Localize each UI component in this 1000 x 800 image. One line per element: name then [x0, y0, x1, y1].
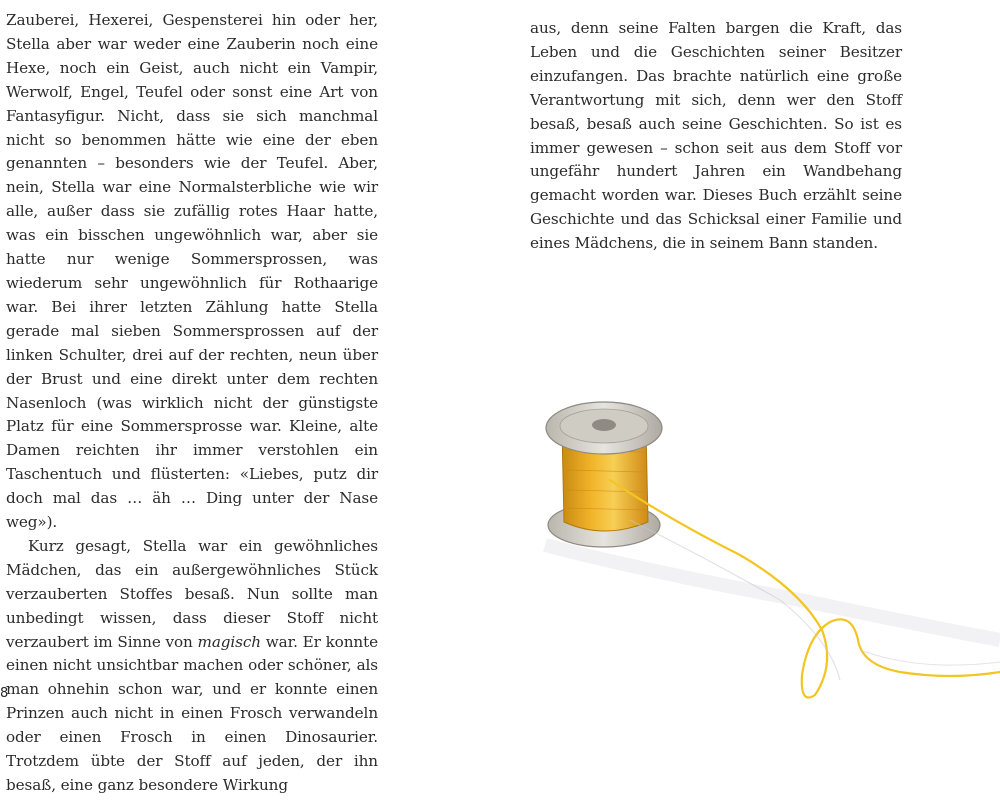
thread-spool-illustration [500, 0, 1000, 800]
thread-pencil-shadow-2 [860, 650, 1000, 665]
emphasis-text: magisch [197, 632, 261, 651]
right-page [500, 0, 1000, 800]
paragraph-text: war. Er konnte einen nicht unsichtbar machen oder schöner, als man ohnehin schon war, und er konnte einen Prinzen auch nicht in einen Frosch verwandeln oder einen Frosch in einen Dinosaurier. Trotzdem übte der Stoff auf jeden, der ihn besaß, eine ganz besondere Wirkung [6, 632, 378, 794]
page-number: 8 [0, 686, 9, 701]
paragraph [6, 535, 378, 798]
paragraph: aus, denn seine Falten bargen die Kraft, das Leben und die Geschichten seiner Besitzer einzufangen. Das brachte natürlich eine große Verantwortung mit sich, denn wer den Stoff besaß, besaß auch seine Geschichten. So ist es immer gewesen – schon seit aus dem Stoff vor ungefähr hundert Jahren ein Wandbehang gemacht worden war. Dieses Buch erzählt seine Geschichte und das Schicksal einer Familie und eines Mädchens, die in seinem Bann standen. [530, 19, 902, 253]
paragraph-text: Kurz gesagt, Stella war ein gewöhnliches Mädchen, das ein außergewöhnliches Stück verzauberten Stoffes besaß. Nun sollte man unbedingt wissen, dass dieser Stoff nicht verzaubert im Sinne von [6, 536, 378, 651]
paragraph: Zauberei, Hexerei, Gespensterei hin oder her, Stella aber war weder eine Zauberin noch eine Hexe, noch ein Geist, auch nicht ein Vampir, Werwolf, Engel, Teufel oder sonst eine Art von Fantasyfigur. Nicht, dass sie sich manchmal nicht so benommen hätte wie eine der eben genannten – besonders wie der Teufel. Aber, nein, Stella war eine Normalsterbliche wie wir alle, außer dass sie zufällig rotes Haar hatte, was ein bisschen ungewöhnlich war, aber sie hatte nur wenige Sommersprossen, was wiederum sehr ungewöhnlich für Rothaarige war. Bei ihrer letzten Zählung hatte Stella gerade mal sieben Sommersprossen auf der linken Schulter, drei auf der rechten, neun über der Brust und eine direkt unter dem rechten Nasenloch (was wirklich nicht der günstigste Platz für eine Sommersprosse war. Kleine, alte Damen reichten ihr immer verstohlen ein Taschentuch und flüsterten: «Liebes, putz dir doch mal das … äh … Ding unter der Nase weg»). [6, 11, 378, 532]
spool-shadow [545, 545, 1000, 640]
left-page-text [6, 9, 378, 798]
spool-hole [592, 419, 616, 431]
